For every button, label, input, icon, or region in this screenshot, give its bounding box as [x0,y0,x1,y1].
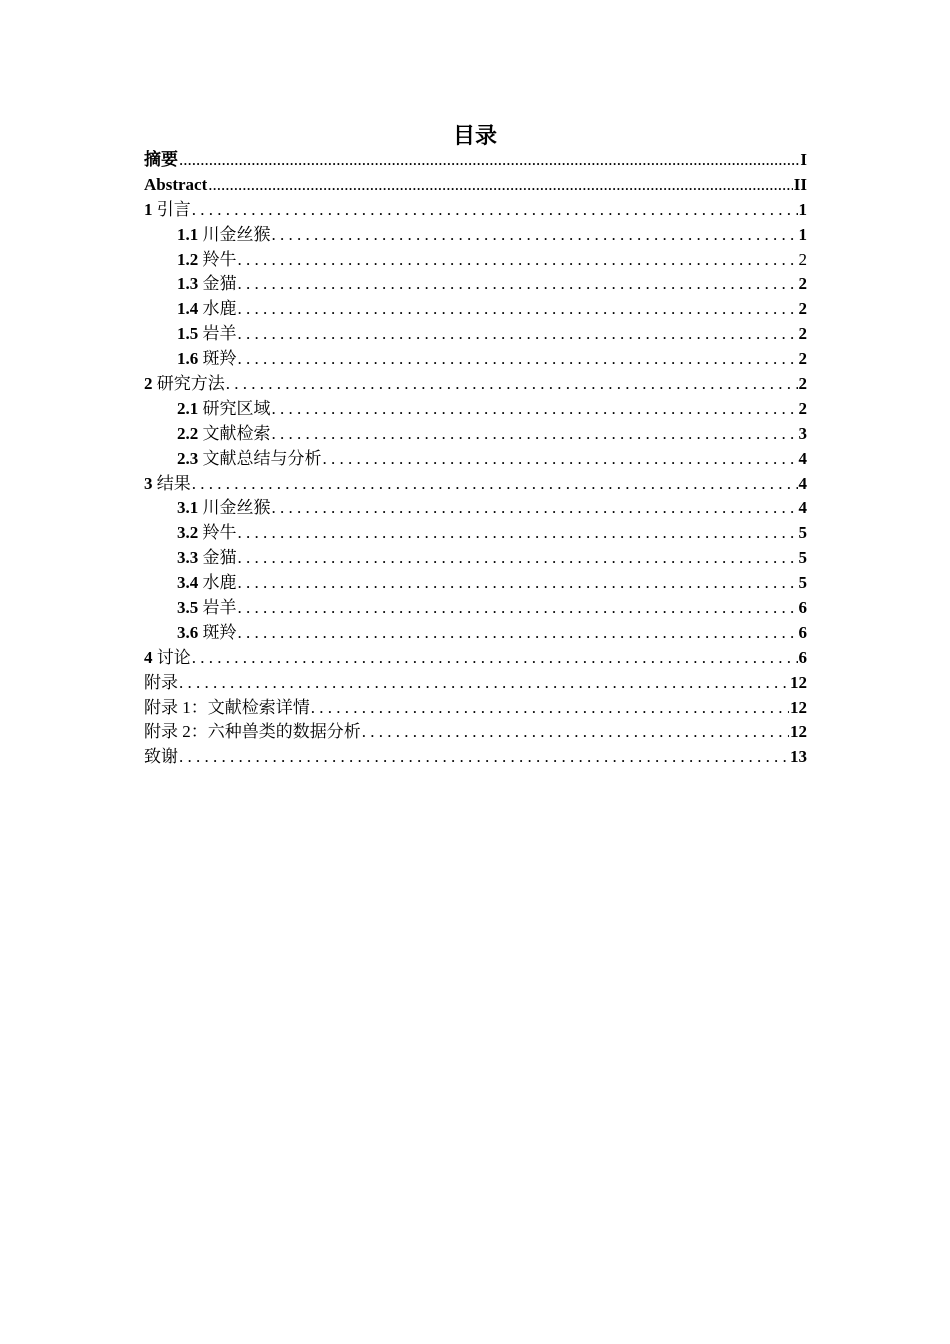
dot-leader [192,472,798,497]
toc-entry-chapter-1[interactable] [144,198,807,223]
toc-page-number: 2 [798,349,807,369]
toc-list [144,148,807,770]
toc-page-number: 2 [798,398,807,418]
toc-entry-label: 1.2 羚牛 [177,249,237,269]
toc-entry-section-3-5[interactable] [144,596,807,621]
toc-page-number: 2 [798,274,807,294]
toc-entry-label: 2 研究方法 [144,374,225,394]
dot-leader [272,422,798,447]
toc-entry-section-2-1[interactable] [144,397,807,422]
dot-leader [272,397,798,422]
toc-entry-chapter-4[interactable] [144,646,807,671]
toc-page-number: 1 [798,224,807,244]
toc-entry-section-3-3[interactable] [144,546,807,571]
toc-page-number: 2 [798,249,807,269]
toc-entry-label: 1.6 斑羚 [177,349,237,369]
toc-entry-label: 3.4 水鹿 [177,573,237,593]
dot-leader [179,671,789,696]
dot-leader [362,720,789,745]
dot-leader [192,646,798,671]
dot-leader [238,621,798,646]
toc-entry-section-1-1[interactable] [144,223,807,248]
toc-entry-label: 4 讨论 [144,647,191,667]
toc-entry-label: 1.4 水鹿 [177,299,237,319]
toc-entry-chapter-2[interactable] [144,372,807,397]
toc-page-number: 6 [798,647,807,667]
dot-leader [272,496,798,521]
toc-page-number: 4 [798,498,807,518]
toc-entry-section-3-1[interactable] [144,496,807,521]
toc-page-number: 12 [790,672,807,692]
toc-page-number: II [793,174,807,194]
toc-entry-label: 2.3 文献总结与分析 [177,448,322,468]
toc-page-number: 2 [798,299,807,319]
toc-page-number: 6 [798,622,807,642]
dot-leader [238,272,798,297]
toc-page-number: 6 [798,598,807,618]
dot-leader [179,745,789,770]
toc-entry-section-2-3[interactable] [144,447,807,472]
toc-page-number: 2 [798,374,807,394]
toc-page-number: 2 [798,324,807,344]
toc-page-number: 1 [798,199,807,219]
toc-entry-label: 3.3 金猫 [177,548,237,568]
toc-entry-appendix-1[interactable] [144,696,807,721]
toc-title: 目录 [452,123,497,148]
dot-leader [238,571,798,596]
toc-entry-label: 1.3 金猫 [177,274,237,294]
toc-entry-abstract-cn[interactable] [144,148,807,173]
dot-leader [238,521,798,546]
toc-entry-label: 3.1 川金丝猴 [177,498,271,518]
toc-page-number: 3 [798,423,807,443]
toc-entry-acknowledgements[interactable] [144,745,807,770]
toc-entry-abstract-en[interactable] [144,173,807,198]
toc-page-number: 4 [798,448,807,468]
toc-entry-section-1-6[interactable] [144,347,807,372]
dot-leader [238,546,798,571]
toc-entry-label: 附录 1：文献检索详情 [144,697,310,717]
toc-page-number: 5 [798,548,807,568]
toc-entry-label: 1.5 岩羊 [177,324,237,344]
toc-entry-label: 2.2 文献检索 [177,423,271,443]
dot-leader [311,696,789,721]
dot-leader [238,322,798,347]
dot-leader [272,223,798,248]
dot-leader [226,372,798,397]
dot-leader [179,148,799,173]
toc-entry-label: 1 引言 [144,199,191,219]
toc-entry-section-1-5[interactable] [144,322,807,347]
toc-entry-label: 2.1 研究区域 [177,398,271,418]
toc-entry-section-1-3[interactable] [144,272,807,297]
toc-page-number: 12 [790,697,807,717]
toc-entry-label: 3.6 斑羚 [177,622,237,642]
toc-entry-label: 3 结果 [144,473,191,493]
toc-entry-label: 致谢 [144,747,178,767]
toc-entry-label: Abstract [144,174,208,194]
toc-entry-label: 附录 [144,672,178,692]
dot-leader [238,248,798,273]
toc-entry-label: 1.1 川金丝猴 [177,224,271,244]
toc-page-number: 13 [790,747,807,767]
toc-page-number: 12 [790,722,807,742]
toc-entry-appendix[interactable] [144,671,807,696]
toc-entry-label: 摘要 [144,150,178,169]
toc-page-number: 5 [798,573,807,593]
toc-entry-section-2-2[interactable] [144,422,807,447]
toc-entry-label: 3.2 羚牛 [177,523,237,543]
toc-entry-label: 3.5 岩羊 [177,598,237,618]
dot-leader [238,297,798,322]
toc-page-number: 5 [798,523,807,543]
dot-leader [192,198,798,223]
toc-entry-appendix-2[interactable] [144,720,807,745]
toc-entry-section-1-4[interactable] [144,297,807,322]
toc-entry-section-3-4[interactable] [144,571,807,596]
dot-leader [238,347,798,372]
dot-leader [238,596,798,621]
toc-page-number: 4 [798,473,807,493]
dot-leader [323,447,798,472]
dot-leader [208,173,793,198]
toc-entry-chapter-3[interactable] [144,472,807,497]
toc-entry-label: 附录 2：六种兽类的数据分析 [144,722,361,742]
toc-entry-section-1-2[interactable] [144,248,807,273]
toc-entry-section-3-2[interactable] [144,521,807,546]
toc-entry-section-3-6[interactable] [144,621,807,646]
toc-page-number: I [800,150,807,169]
